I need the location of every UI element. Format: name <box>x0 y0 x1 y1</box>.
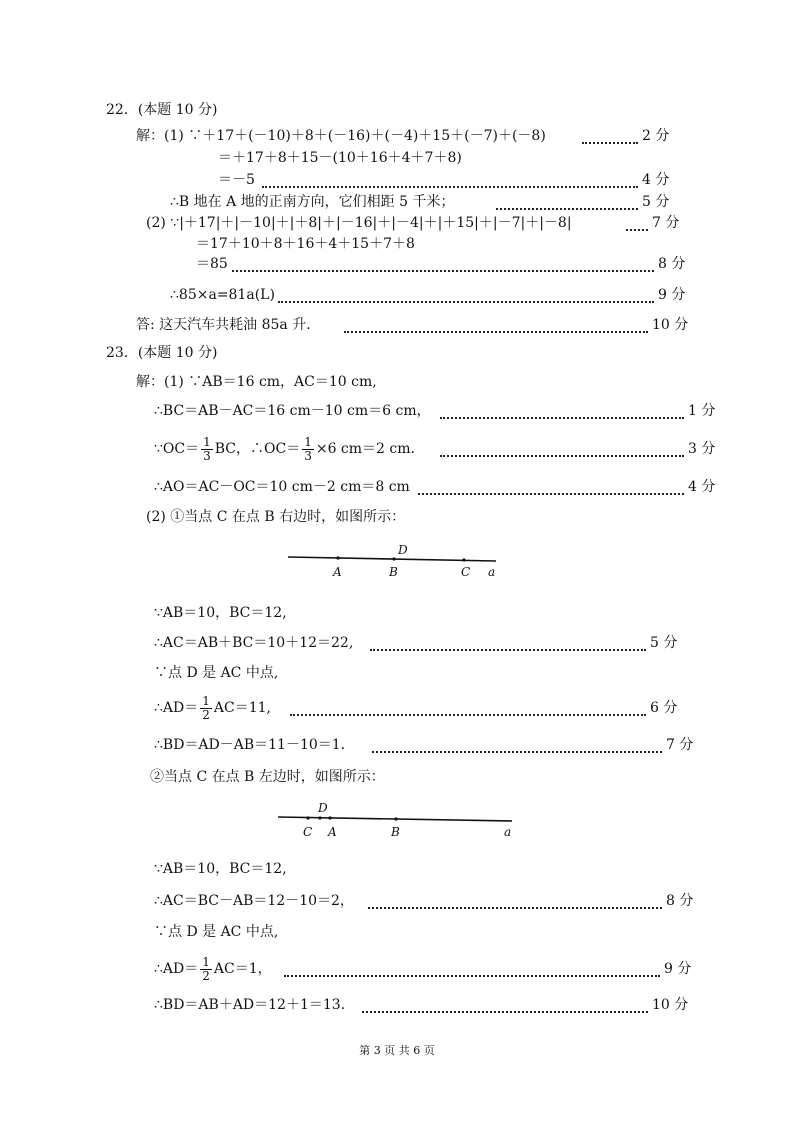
label-a: A <box>328 825 337 839</box>
label-d: D <box>398 543 408 557</box>
label-b: B <box>391 825 400 839</box>
q23-line2: ∴BC＝AB－AC＝16 cm－10 cm＝6 cm， <box>154 403 431 419</box>
score-8: 8 分 <box>666 893 694 909</box>
fraction-numerator: 1 <box>202 693 210 708</box>
fraction <box>200 956 212 983</box>
dot-leader <box>284 975 660 977</box>
case2-line1: ∵AB＝10，BC＝12, <box>154 861 287 877</box>
page-footer: 第 3 页 共 6 页 <box>359 1044 435 1057</box>
score-7: 7 分 <box>666 737 694 753</box>
q22-line3: ＝－5 <box>218 172 255 188</box>
dot-leader <box>626 229 648 231</box>
case1-line2: ∴AC＝AB＋BC＝10＋12＝22, <box>154 635 354 651</box>
figure-point-c-right <box>282 540 512 586</box>
dot-leader <box>290 714 646 716</box>
text-segment: BC，∴OC＝ <box>214 441 301 457</box>
text-segment: AC＝11, <box>213 700 271 716</box>
q22-line7: ＝85 <box>196 256 228 272</box>
dot-leader <box>372 751 662 753</box>
case1-line5: ∴BD＝AD－AB＝11－10＝1． <box>154 737 355 753</box>
fraction-numerator: 1 <box>304 434 312 449</box>
case1-line3: ∵点 D 是 AC 中点, <box>154 665 279 681</box>
score-4: 4 分 <box>642 172 670 188</box>
dot-leader <box>370 649 646 651</box>
dot-leader <box>418 493 684 495</box>
figure-point-c-left <box>272 798 522 846</box>
case1-line4 <box>154 692 271 724</box>
dot-leader <box>582 142 638 144</box>
dot-leader <box>362 1011 648 1013</box>
text-segment: ×6 cm＝2 cm． <box>315 441 425 457</box>
label-c: C <box>303 825 313 839</box>
score-10: 10 分 <box>652 997 689 1013</box>
fraction-numerator: 1 <box>203 434 211 449</box>
fraction <box>200 695 212 722</box>
case2-line5: ∴BD＝AB＋AD＝12＋1＝13. <box>154 997 346 1013</box>
label-line-a: a <box>488 565 496 579</box>
fraction-denominator: 3 <box>304 448 312 463</box>
fraction <box>201 436 213 463</box>
score-7: 7 分 <box>652 215 680 231</box>
q22-line1: 解：(1) ∵＋17＋(－10)＋8＋(－16)＋(－4)＋15＋(－7)＋(－8) <box>136 128 546 144</box>
score-6: 6 分 <box>650 700 678 716</box>
dot-leader <box>278 301 654 303</box>
text-segment: ∴AD＝ <box>154 961 199 977</box>
label-d: D <box>318 801 328 815</box>
dot-leader <box>232 270 654 272</box>
label-c: C <box>461 565 471 579</box>
case2-line2: ∴AC＝BC－AB＝12－10＝2， <box>154 893 354 909</box>
q22-answer: 答: 这天汽车共耗油 85a 升. <box>136 317 311 333</box>
dot-leader <box>262 186 638 188</box>
q23-header: 23．(本题 10 分) <box>106 345 218 361</box>
label-b: B <box>389 565 398 579</box>
fraction-denominator: 3 <box>203 448 211 463</box>
dot-leader <box>440 417 684 419</box>
q23-part2-header: (2) ①当点 C 在点 B 右边时，如图所示： <box>146 509 406 525</box>
score-8: 8 分 <box>658 256 686 272</box>
score-9: 9 分 <box>658 287 686 303</box>
q22-line2: ＝＋17＋8＋15－(10＋16＋4＋7＋8) <box>218 150 462 166</box>
q23-line4: ∴AO＝AC－OC＝10 cm－2 cm＝8 cm <box>154 479 410 495</box>
score-9: 9 分 <box>664 961 692 977</box>
label-line-a: a <box>504 825 512 839</box>
score-10: 10 分 <box>652 317 689 333</box>
fraction-denominator: 2 <box>202 968 210 983</box>
score-5: 5 分 <box>650 635 678 651</box>
score-2: 2 分 <box>642 128 670 144</box>
score-3: 3 分 <box>688 441 716 457</box>
dot-leader <box>496 208 638 210</box>
q23-line1: 解：(1) ∵AB＝16 cm，AC＝10 cm, <box>136 374 377 390</box>
text-segment: ∴AD＝ <box>154 700 199 716</box>
text-segment: AC＝1， <box>213 961 272 977</box>
score-5: 5 分 <box>642 194 670 210</box>
case2-line4 <box>154 953 272 985</box>
fraction <box>302 436 314 463</box>
fraction-numerator: 1 <box>202 954 210 969</box>
q22-line5: (2) ∵|＋17|＋|－10|＋|＋8|＋|－16|＋|－4|＋|＋15|＋|－7|＋|－8| <box>146 215 572 231</box>
q22-line6: ＝17＋10＋8＋16＋4＋15＋7＋8 <box>196 236 415 252</box>
q23-line3 <box>154 433 425 465</box>
score-4: 4 分 <box>688 479 716 495</box>
q22-line8: ∴85×a=81a(L) <box>170 287 275 303</box>
text-segment: ∵OC＝ <box>154 441 200 457</box>
q22-header: 22．(本题 10 分) <box>106 102 218 118</box>
case2-header: ②当点 C 在点 B 左边时，如图所示： <box>150 769 385 785</box>
dot-leader <box>368 907 662 909</box>
dot-leader <box>440 455 684 457</box>
q22-line4: ∴B 地在 A 地的正南方向，它们相距 5 千米； <box>170 194 455 210</box>
dot-leader <box>344 331 648 333</box>
score-1: 1 分 <box>688 403 716 419</box>
case1-line1: ∵AB＝10，BC＝12, <box>154 605 287 621</box>
case2-line3: ∵点 D 是 AC 中点, <box>154 924 279 940</box>
label-a: A <box>333 565 342 579</box>
fraction-denominator: 2 <box>202 707 210 722</box>
